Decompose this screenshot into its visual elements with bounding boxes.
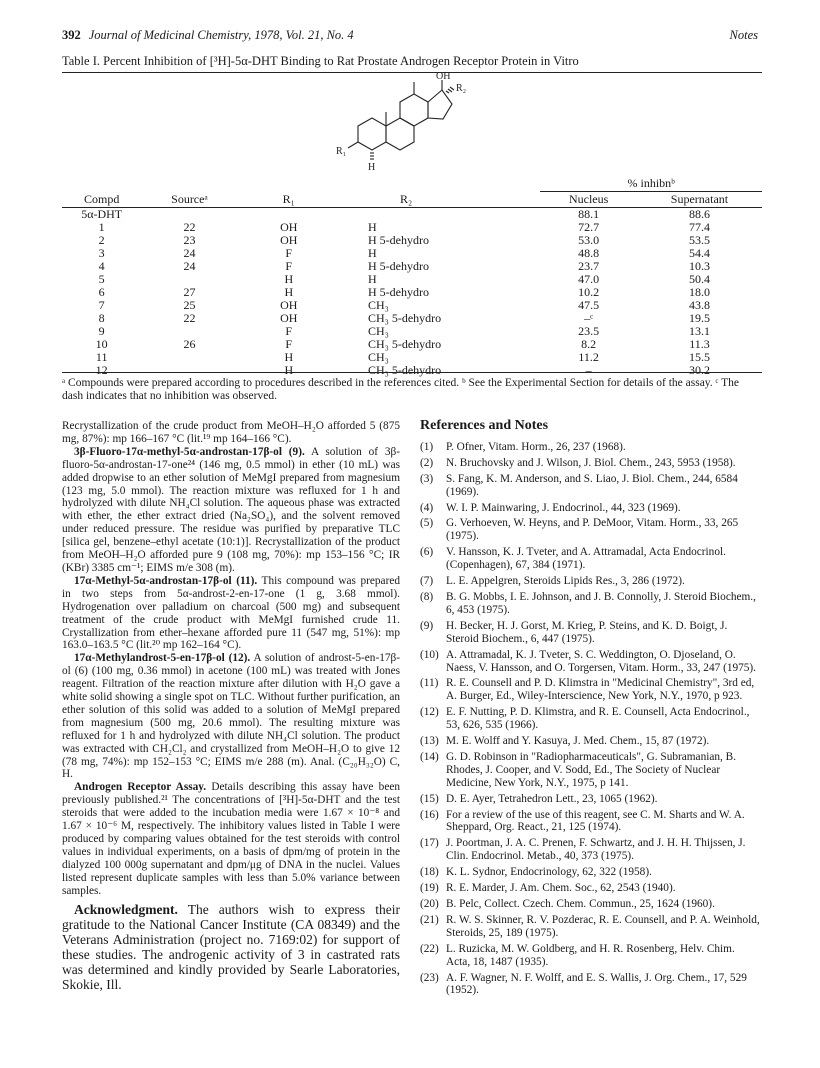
reference-text: L. Ruzicka, M. W. Goldberg, and H. R. Rosenberg, Helv. Chim. Acta, 18, 1487 (1935). [446, 942, 735, 968]
reference-item [420, 591, 760, 617]
table-cell: 6 [98, 285, 105, 299]
table-cell: 19.5 [688, 311, 710, 325]
compound-heading: 3β-Fluoro-17α-methyl-5α-androstan-17β-ol (9). [74, 445, 305, 458]
table-cell: 1 [98, 220, 105, 234]
acknowledgment [62, 902, 400, 992]
table-cell: 22 [183, 220, 196, 234]
compound-heading: 17α-Methylandrost-5-en-17β-ol (12). [74, 652, 251, 665]
reference-number: (9) [420, 619, 434, 632]
reference-item [420, 882, 760, 895]
r1-bond [348, 142, 358, 148]
reference-text: R. W. S. Skinner, R. V. Pozderac, R. E. Counsell, and P. A. Weinhold, Steroids, 25, 189 (1975). [446, 913, 760, 939]
table-cell: 24 [183, 246, 196, 260]
paragraph-text: This compound was prepared in two steps from 5α-androst-2-en-17-one (1 g, 3.68 mmol). Hydrogenation over palladium on charcoal (500 mg) and subsequent treatment of the crude product with MeMgI furnished crude 11. Crystallization from ether–hexane afforded pure 11 (547 mg, 51%): mp 163.0–163.5 °C (lit.²⁰ mp 162–164 °C). [62, 574, 400, 652]
reference-text: E. F. Nutting, P. D. Klimstra, and R. E. Counsell, Acta Endocrinol., 53, 626, 535 (1966). [446, 706, 750, 732]
table-cell: OH [280, 298, 298, 312]
inhibition-table [62, 176, 762, 377]
reference-list [420, 441, 760, 997]
table-cell: 5 [98, 272, 105, 286]
reference-item [420, 649, 760, 675]
reference-text: J. Poortman, J. A. C. Prenen, F. Schwartz, and J. H. H. Thijssen, J. Clin. Endocrinol. Metab., 40, 373 (1975). [446, 837, 746, 863]
table-cell: 2 [98, 233, 105, 247]
table-cell: H 5-dehydro [368, 259, 429, 273]
oh-label: OH [436, 71, 451, 82]
reference-number: (1) [420, 440, 434, 453]
table-cell: 24 [183, 259, 196, 273]
table-cell: 43.8 [688, 298, 710, 312]
table-cell [141, 351, 237, 364]
table-cell: 72.7 [578, 220, 600, 234]
inhibition-group-header: % inhibnᵇ [540, 176, 762, 192]
reference-number: (17) [420, 837, 439, 850]
ring-a [358, 118, 386, 150]
reference-item [420, 441, 760, 454]
reference-number: (23) [420, 971, 439, 984]
table-cell: 10 [95, 337, 108, 351]
col-header: Sourceᵃ [141, 192, 237, 208]
table-cell: 53.0 [578, 233, 600, 247]
reference-text: D. E. Ayer, Tetrahedron Lett., 23, 1065 (1962). [446, 792, 658, 805]
reference-number: (4) [420, 501, 434, 514]
table-cell: OH [280, 311, 298, 325]
table-cell [238, 208, 340, 222]
table-cell: 10.3 [688, 259, 710, 273]
r2-hash [446, 91, 449, 93]
reference-text: M. E. Wolff and Y. Kasuya, J. Med. Chem., 15, 87 (1972). [446, 735, 710, 748]
reference-item [420, 517, 760, 543]
table-cell: 23 [183, 233, 196, 247]
table-cell: 77.4 [688, 220, 710, 234]
reference-item [420, 943, 760, 969]
h-label: H [368, 162, 376, 173]
reference-text: S. Fang, K. M. Anderson, and S. Liao, J. Biol. Chem., 244, 6584 (1969). [446, 472, 738, 498]
paragraph: Recrystallization of the crude product from MeOH–H₂O afforded 5 (875 mg, 87%): mp 166–167 °C (lit.¹⁹ mp 164–166 °C). [62, 420, 400, 445]
col-header: Compd [62, 192, 141, 208]
reference-text: P. Ofner, Vitam. Horm., 26, 237 (1968). [446, 440, 626, 453]
paragraph-text: A solution of androst-5-en-17β-ol (6) (100 mg, 0.36 mmol) in acetone (100 mL) was treated with Jones reagent. Filtration of the reaction mixture after dilution with H₂O gave a white solid showing a single spot on TLC. Without further purification, an ether solution of this solid was added to a solution of MeMgI prepared from magnesium (500 mg, 20.6 mmol). The resulting mixture was refluxed for 1 h and hydrolyzed with dilute NH₄Cl solution. The product was extracted with CH₂Cl₂ and crystallized from MeOH–H₂O to give 12 (78 mg, 74%): mp 152–153 °C; EIMS m/e 288 (m). Anal. (C₂₀H₃₂O) C, H. [62, 652, 401, 781]
reference-item [420, 735, 760, 748]
reference-number: (5) [420, 517, 434, 530]
table-cell: F [285, 259, 293, 273]
table-row [62, 260, 762, 273]
col-header: R₂ [340, 192, 540, 208]
reference-number: (19) [420, 882, 439, 895]
reference-text: R. E. Counsell and P. D. Klimstra in "Medicinal Chemistry", 3rd ed, A. Burger, Ed., Wiley-Interscience, New York, N.Y., 1970, p 923. [446, 677, 755, 703]
ring-b [386, 118, 414, 150]
reference-item [420, 809, 760, 835]
paragraph [62, 652, 400, 781]
table-cell: 4 [98, 259, 105, 273]
acknowledgment-heading: Acknowledgment. [74, 901, 178, 917]
table-cell: 18.0 [688, 285, 710, 299]
table-cell: CH₃ [368, 324, 389, 338]
table-cell: 12 [95, 363, 108, 377]
table-cell: 9 [98, 324, 105, 338]
reference-item [420, 473, 760, 499]
reference-number: (2) [420, 456, 434, 469]
section-label: Notes [729, 28, 758, 42]
table-cell: H [368, 272, 377, 286]
table-cell: 88.6 [688, 207, 710, 221]
reference-item [420, 575, 760, 588]
paragraph [62, 781, 400, 897]
r2-label: R₂ [456, 83, 467, 94]
table-cell: 50.4 [688, 272, 710, 286]
reference-text: B. Pelc, Collect. Czech. Chem. Commun., 25, 1624 (1960). [446, 898, 715, 910]
col-header: Supernatant [637, 192, 762, 208]
table-cell: 8.2 [581, 337, 597, 351]
table-cell: 7 [98, 298, 105, 312]
table-cell: 47.0 [578, 272, 600, 286]
reference-number: (6) [420, 546, 434, 559]
table-caption: Table I. Percent Inhibition of [³H]-5α-DHT Binding to Rat Prostate Androgen Receptor Protein in Vitro [62, 54, 579, 68]
ring-c [400, 94, 428, 126]
reference-number: (20) [420, 898, 439, 910]
reference-text: G. Verhoeven, W. Heyns, and P. DeMoor, Vitam. Horm., 33, 265 (1975). [446, 517, 739, 543]
reference-number: (18) [420, 866, 439, 879]
table-cell: 13.1 [688, 324, 710, 338]
right-column [420, 420, 760, 1000]
table-cell: 27 [183, 285, 196, 299]
table-cell: CH₃ 5-dehydro [368, 311, 442, 325]
reference-number: (8) [420, 590, 434, 603]
table-cell: H [284, 363, 294, 377]
reference-text: W. I. P. Mainwaring, J. Endocrinol., 44, 323 (1969). [446, 501, 681, 514]
table-bottom-rule [62, 372, 762, 373]
table-row [62, 364, 762, 377]
reference-number: (3) [420, 472, 434, 485]
table-cell: F [285, 324, 293, 338]
table-cell: 10.2 [578, 285, 600, 299]
table-cell: F [285, 246, 293, 260]
paragraph [62, 446, 400, 575]
acknowledgment-text: The authors wish to express their gratitude to the National Cancer Institute (CA 08349) and the Veterans Administration (project no. 7169:02) for support of these studies. The androgenic activity of 3 in castrated rats was determined and kindly provided by Searle Laboratories, Skokie, Ill. [62, 901, 400, 992]
group-header-row [62, 176, 762, 192]
journal-citation: Journal of Medicinal Chemistry, 1978, Vol. 21, No. 4 [88, 28, 354, 42]
col-header: R₁ [238, 192, 340, 208]
paragraph-text: A solution of 3β-fluoro-5α-androstan-17-one²⁴ (146 mg, 0.5 mmol) in ether (10 mL) was added dropwise to an ether solution of MeMgI prepared from magnesium (123 mg, 5.0 mmol). The reaction mixture was refluxed for 1 h and hydrolyzed with dilute NH₄Cl solution. The aqueous phase was extracted with ether, the ether extract dried (Na₂SO₄), and the solvent removed under reduced pressure. The residue was purified by preparative TLC [silica gel, benzene–ethyl acetate (10:1)]. Recrystallization of the product from MeOH–H₂O afforded pure 9 (108 mg, 70%): mp 153–156 °C; IR (KBr) 3385 cm⁻¹; EIMS m/e 308 (m). [62, 445, 400, 574]
table-cell: CH₃ [368, 298, 389, 312]
table-top-rule [62, 72, 762, 73]
column-header-row [62, 192, 762, 208]
reference-number: (13) [420, 735, 439, 748]
reference-item [420, 706, 760, 732]
compound-heading: 17α-Methyl-5α-androstan-17β-ol (11). [74, 574, 258, 587]
table-cell: H [368, 220, 377, 234]
table-cell [340, 208, 540, 222]
steroid-structure [330, 71, 490, 173]
reference-item [420, 546, 760, 572]
reference-text: V. Hansson, K. J. Tveter, and A. Attramadal, Acta Endocrinol. (Copenhagen), 67, 384 (1971). [446, 546, 726, 572]
table-cell: 11.2 [578, 350, 599, 364]
reference-number: (16) [420, 808, 439, 821]
reference-item [420, 972, 760, 998]
table-cell: 22 [183, 311, 196, 325]
table-footnote: ᵃ Compounds were prepared according to procedures described in the references cited. ᵇ See the Experimental Section for details of the assay. ᶜ The dash indicates that no inhibition was observed. [62, 377, 740, 402]
table-row [62, 286, 762, 299]
reference-item [420, 620, 760, 646]
section-heading: Androgen Receptor Assay. [74, 781, 207, 794]
table-cell: 23.5 [578, 324, 600, 338]
table-row [62, 338, 762, 351]
table-cell: – [585, 363, 592, 377]
table-cell: F [285, 337, 293, 351]
table-cell: H 5-dehydro [368, 285, 429, 299]
table-cell: 54.4 [688, 246, 710, 260]
table-cell: 48.8 [578, 246, 600, 260]
table-cell: H [284, 272, 294, 286]
table-cell: 88.1 [578, 207, 600, 221]
reference-number: (21) [420, 913, 439, 926]
reference-number: (10) [420, 648, 439, 661]
reference-item [420, 677, 760, 703]
reference-number: (14) [420, 750, 439, 763]
reference-number: (22) [420, 942, 439, 955]
table-row [62, 208, 762, 222]
page-number: 392 [62, 28, 81, 42]
table-row [62, 234, 762, 247]
reference-item [420, 793, 760, 806]
table-cell: 11.3 [689, 337, 710, 351]
reference-text: K. L. Sydnor, Endocrinology, 62, 322 (1958). [446, 866, 652, 879]
reference-number: (12) [420, 706, 439, 719]
table-cell: 23.7 [578, 259, 600, 273]
table-cell: H [368, 246, 377, 260]
r2-hash [448, 89, 452, 92]
table-cell: CH₃ 5-dehydro [368, 363, 442, 377]
table-cell: OH [280, 220, 298, 234]
table-cell: CH₃ [368, 350, 389, 364]
table-cell: 47.5 [578, 298, 600, 312]
reference-item [420, 914, 760, 940]
ring-d [428, 90, 452, 119]
col-header: Nucleus [540, 192, 637, 208]
table-cell: H [284, 285, 294, 299]
reference-text: A. Attramadal, K. J. Tveter, S. C. Weddington, O. Djoseland, O. Naess, V. Hansson, and O. Torgersen, Vitam. Horm., 33, 247 (1975). [446, 648, 757, 674]
reference-text: A. F. Wagner, N. F. Wolff, and E. S. Wallis, J. Org. Chem., 17, 529 (1952). [446, 971, 747, 997]
table-cell: 15.5 [688, 350, 710, 364]
paragraph [62, 575, 400, 652]
reference-text: G. D. Robinson in "Radiopharmaceuticals", G. Subramanian, B. Rhodes, J. Cooper, and V. Sodd, Ed., The Society of Nuclear Medicine, New York, N.Y., 1975, p 141. [446, 750, 737, 789]
table-cell [141, 208, 237, 222]
reference-text: For a review of the use of this reagent, see C. M. Sharts and W. A. Sheppard, Org. React., 21, 125 (1974). [446, 808, 745, 834]
r2-hash [450, 87, 454, 90]
reference-item [420, 837, 760, 863]
table-row [62, 312, 762, 325]
reference-number: (7) [420, 575, 434, 588]
table-cell: H [284, 350, 294, 364]
table-cell: OH [280, 233, 298, 247]
reference-text: H. Becker, H. J. Gorst, M. Krieg, P. Steins, and K. D. Boigt, J. Steroid Biochem., 6, 447 (1975). [446, 619, 728, 645]
r1-label: R₁ [336, 146, 347, 157]
reference-item [420, 751, 760, 790]
table-cell: 3 [98, 246, 105, 260]
references-title: References and Notes [420, 418, 549, 433]
table-cell: H 5-dehydro [368, 233, 429, 247]
reference-item [420, 457, 760, 470]
table-cell: CH₃ 5-dehydro [368, 337, 442, 351]
reference-item [420, 898, 760, 911]
reference-number: (15) [420, 792, 439, 805]
table-cell [141, 364, 237, 377]
table-cell: 53.5 [688, 233, 710, 247]
reference-text: N. Bruchovsky and J. Wilson, J. Biol. Chem., 243, 5953 (1958). [446, 456, 736, 469]
table-cell: 8 [98, 311, 105, 325]
reference-text: R. E. Marder, J. Am. Chem. Soc., 62, 2543 (1940). [446, 882, 676, 895]
table-cell: 26 [183, 337, 196, 351]
running-header [62, 28, 758, 44]
reference-item [420, 502, 760, 515]
table-cell: –ᶜ [584, 311, 594, 325]
table-cell: 25 [183, 298, 196, 312]
reference-text: L. E. Appelgren, Steroids Lipids Res., 3, 286 (1972). [446, 575, 685, 588]
left-column [62, 420, 400, 992]
table-cell: 11 [95, 350, 108, 364]
table-cell: 30.2 [688, 363, 710, 377]
reference-text: B. G. Mobbs, I. E. Johnson, and J. B. Connolly, J. Steroid Biochem., 6, 453 (1975). [446, 590, 756, 616]
paragraph-text: Details describing this assay have been previously published.²¹ The concentrations of [³H]-5α-DHT and the test steroids that were added to the incubation media were 1.67 × 10⁻⁸ and 1.67 × 10⁻⁶ M, respectively. The inhibitory values listed in Table I were produced by comparing values obtained for the test steroids with control values in individual experiments, on a basis of dpm/mg of protein in the dialyzed 100 000g supernatant and dpm/μg of DNA in the nuclei. Values listed represent duplicate samples with less than 5.0% variance between samples. [62, 781, 400, 897]
reference-number: (11) [420, 677, 439, 690]
table-cell: 5α-DHT [81, 207, 123, 221]
reference-item [420, 866, 760, 879]
